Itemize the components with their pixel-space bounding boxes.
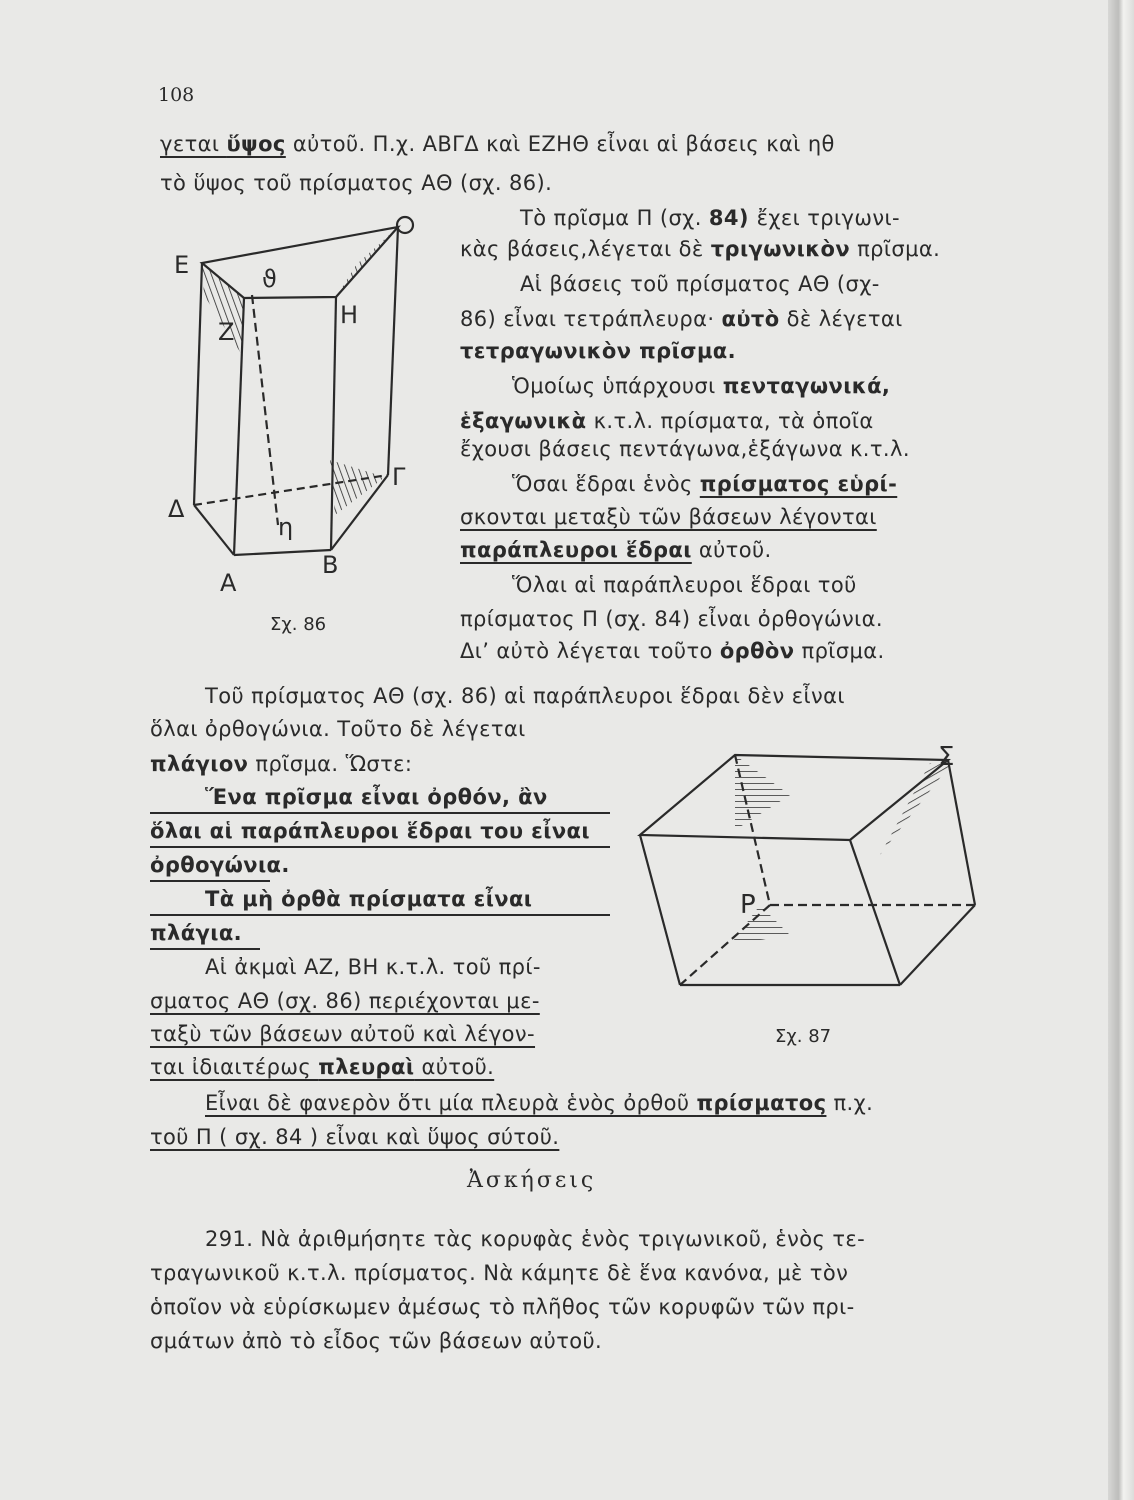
figure-86-caption: Σχ. 86 [270, 614, 327, 635]
text-line: Δι’ αὐτὸ λέγεται τοῦτο ὀρθὸν πρῖσμα. [460, 639, 885, 663]
figure-87 [630, 735, 990, 1015]
text-line: ὀρθογώνια. [150, 853, 290, 877]
text-line: 86) εἶναι τετράπλευρα· αὐτὸ δὲ λέγεται [460, 307, 903, 331]
exercise-line: ὁποῖον νὰ εὑρίσκωμεν ἀμέσως τὸ πλῆθος τῶν κορυφῶν τῶν πρι- [150, 1295, 855, 1319]
label-eta: η [278, 513, 294, 541]
label-G: Γ [392, 463, 406, 491]
text-line: τετραγωνικὸν πρῖσμα. [460, 339, 736, 363]
text-line: κὰς βάσεις,λέγεται δὲ τριγωνικὸν πρῖσμα. [460, 237, 941, 261]
text-line: Ὅλαι αἱ παράπλευροι ἕδραι τοῦ [512, 573, 857, 597]
page-edge [1108, 0, 1134, 1500]
text-line: σματος ΑΘ (σχ. 86) περιέχονται με- [150, 989, 540, 1013]
label-D: Δ [168, 495, 185, 523]
text-line: τοῦ Π ( σχ. 84 ) εἶναι καὶ ὕψος σύτοῦ. [150, 1125, 560, 1149]
text-line: ἑξαγωνικὰ κ.τ.λ. πρίσματα, τὰ ὁποῖα [460, 409, 874, 433]
text-line: Ὁμοίως ὑπάρχουσι πενταγωνικά, [512, 374, 891, 398]
label-S: Σ [938, 742, 955, 772]
text-line: Τοῦ πρίσματος ΑΘ (σχ. 86) αἱ παράπλευροι ἕδραι δὲν εἶναι [205, 684, 845, 708]
underline-rule [150, 914, 610, 916]
text-line: ὅλαι αἱ παράπλευροι ἕδραι του εἶναι [150, 819, 590, 843]
label-A: Α [220, 569, 237, 597]
text-line: Τὰ μὴ ὀρθὰ πρίσματα εἶναι [205, 887, 533, 911]
text-line: παράπλευροι ἕδραι αὐτοῦ. [460, 538, 772, 562]
text-line: πλάγιον πρῖσμα. Ὥστε: [150, 752, 413, 776]
underline-rule [150, 812, 610, 814]
text-line: ταξὺ τῶν βάσεων αὐτοῦ καὶ λέγον- [150, 1022, 536, 1046]
label-E: Ε [174, 251, 190, 279]
text-line: σκονται μεταξὺ τῶν βάσεων λέγονται [460, 505, 877, 529]
label-Z: Ζ [218, 318, 235, 346]
text-line: Ἕνα πρῖσμα εἶναι ὀρθόν, ἂν [205, 785, 548, 809]
text-line: ται ἰδιαιτέρως πλευραὶ αὐτοῦ. [150, 1055, 495, 1079]
figure-86 [160, 205, 420, 635]
figure-87-caption: Σχ. 87 [775, 1026, 832, 1047]
text-line: Αἱ ἀκμαὶ ΑΖ, ΒΗ κ.τ.λ. τοῦ πρί- [205, 955, 541, 979]
exercise-line: σμάτων ἀπὸ τὸ εἶδος τῶν βάσεων αὐτοῦ. [150, 1329, 603, 1353]
underline-rule [150, 846, 610, 848]
label-B: Β [322, 551, 339, 579]
section-heading: Ἀσκήσεις [467, 1168, 597, 1193]
exercise-line: 291. Νὰ ἀριθμήσητε τὰς κορυφὰς ἑνὸς τριγωνικοῦ, ἑνὸς τε- [205, 1227, 866, 1251]
text-line: πρίσματος Π (σχ. 84) εἶναι ὀρθογώνια. [460, 607, 883, 631]
text-line: πλάγια. [150, 921, 243, 945]
underline-rule [150, 948, 260, 950]
page-number: 108 [158, 84, 195, 106]
text-line: τὸ ὕψος τοῦ πρίσματος ΑΘ (σχ. 86). [160, 171, 553, 195]
text-line: ὅλαι ὀρθογώνια. Τοῦτο δὲ λέγεται [150, 717, 526, 741]
text-line: Αἱ βάσεις τοῦ πρίσματος ΑΘ (σχ- [520, 272, 880, 296]
text-line: Ὅσαι ἕδραι ἑνὸς πρίσματος εὑρί- [512, 472, 898, 496]
label-P: Ρ [740, 890, 756, 920]
exercise-line: τραγωνικοῦ κ.τ.λ. πρίσματος. Νὰ κάμητε δὲ ἕνα κανόνα, μὲ τὸν [150, 1261, 849, 1285]
underline-rule [150, 880, 270, 882]
text-line: Τὸ πρῖσμα Π (σχ. 84) ἔχει τριγωνι- [520, 206, 900, 230]
label-H: Η [340, 301, 359, 329]
text-line: ἔχουσι βάσεις πεντάγωνα,ἑξάγωνα κ.τ.λ. [460, 437, 910, 461]
label-theta-small: ϑ [262, 265, 277, 293]
text-line: γεται ὕψος αὐτοῦ. Π.χ. ΑΒΓΔ καὶ ΕΖΗΘ εἶναι αἱ βάσεις καὶ ηθ [160, 132, 835, 156]
text-line: Εἶναι δὲ φανερὸν ὅτι μία πλευρὰ ἑνὸς ὀρθοῦ πρίσματος π.χ. [205, 1091, 874, 1115]
